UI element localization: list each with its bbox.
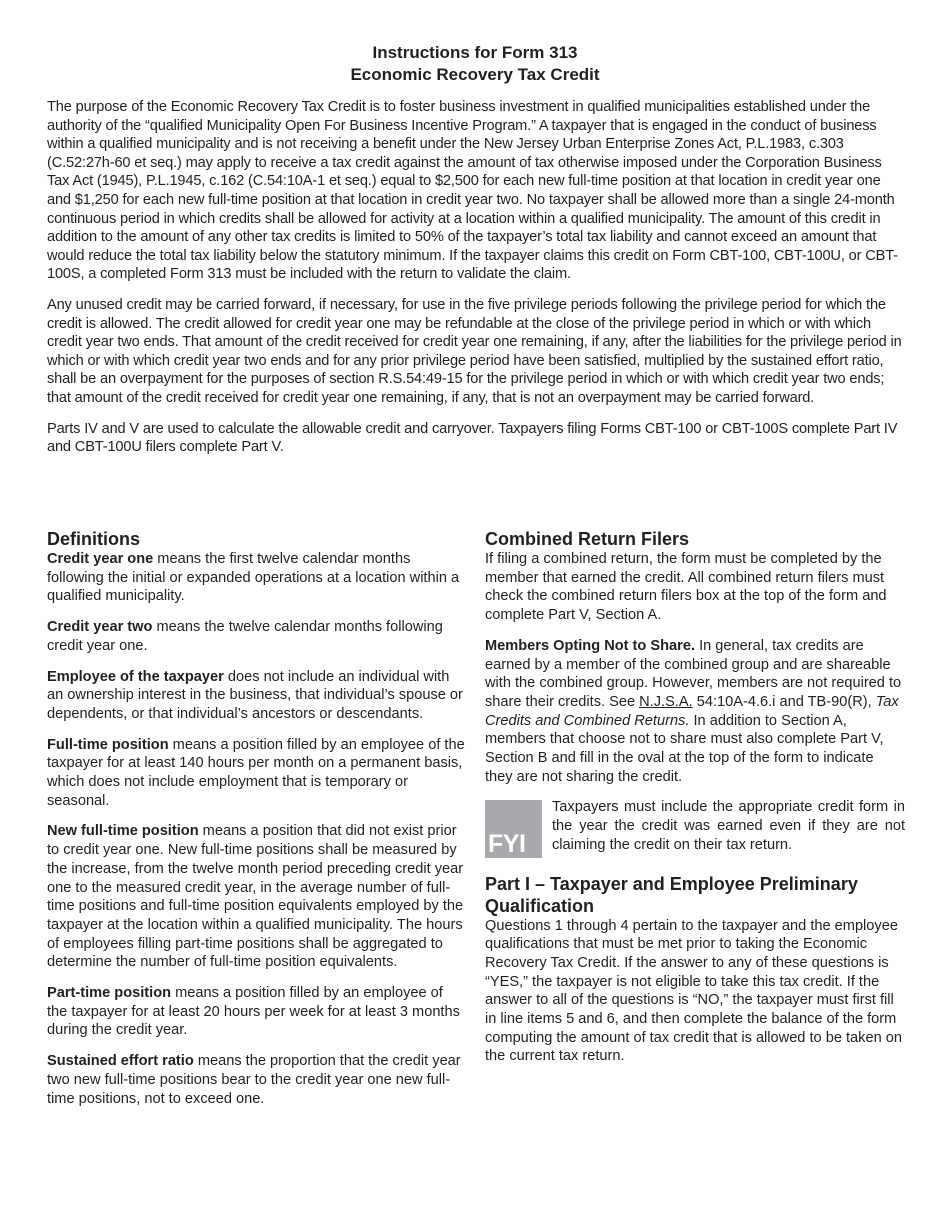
filing-instructions-column — [485, 528, 905, 1078]
definition-term: New full-time position — [47, 823, 199, 840]
members-opting-text: In general, tax credits are earned by a member of the combined group and are shareable with the combined group. However, members are not required to share their credits. See — [485, 637, 902, 710]
statute-reference-link[interactable]: N.J.S.A. — [639, 693, 693, 710]
intro-carryforward-paragraph: Any unused credit may be carried forward, if necessary, for use in the five privilege periods following the privilege period for which the credit is allowed. The credit allowed for credit year one may be refundable at the close of the privilege period in which or with which credit year two ends. That amount of the credit received for credit year one remaining, if any, after the liabilities for the privilege period in which or with which credit year two ends and for any prior privilege period have been satisfied, multiplied by the sustained effort ratio, shall be an overpayment for the purposes of section R.S.54:49-15 for the privilege period in which or with which credit year two ends; that amount of the credit received for credit year one remaining, if any, that is not an overpayment may be carried forward. — [47, 296, 902, 406]
definitions-heading: Definitions — [47, 529, 140, 549]
title-credit-name: Economic Recovery Tax Credit — [350, 65, 600, 84]
definition-credit-year-two — [47, 618, 467, 655]
definition-part-time-position — [47, 984, 467, 1040]
definition-text: does not include an individual with an ownership interest in the business, that individual’s spouse or dependents, or that individual’s ancestors or descendants. — [47, 668, 463, 722]
definition-term: Credit year two — [47, 619, 153, 636]
document-title — [47, 42, 903, 86]
title-form-number: Instructions for Form 313 — [372, 43, 578, 62]
definition-new-full-time-position — [47, 822, 467, 972]
definition-credit-year-one — [47, 550, 467, 606]
fyi-icon — [485, 800, 542, 858]
fyi-icon-label: FYI — [488, 830, 526, 859]
part-one-paragraph: Questions 1 through 4 pertain to the taxpayer and the employee qualifications that must be met prior to taking the Economic Recovery Tax Credit. If the answer to any of these questions is “YES,” the taxpayer is not eligible to take this tax credit. If the answer to all of the questions is “NO,” the taxpayer must first fill in line items 5 and 6, and then complete the balance of the form computing the amount of tax credit that is allowed to be taken on the current tax return. — [485, 917, 902, 1065]
fyi-text: Taxpayers must include the appropriate credit form in the year the credit was earned even if they are not claiming the credit on their tax return. — [552, 799, 905, 853]
members-opting-term: Members Opting Not to Share. — [485, 637, 696, 654]
members-opting-paragraph — [485, 637, 905, 787]
members-opting-text: 54:10A-4.6.i and TB-90(R), — [692, 693, 876, 710]
instructions-page — [47, 42, 905, 1107]
definitions-column — [47, 528, 467, 1120]
intro-parts-paragraph: Parts IV and V are used to calculate the allowable credit and carryover. Taxpayers filing Forms CBT-100 or CBT-100S complete Part IV and CBT-100U filers complete Part V. — [47, 420, 898, 456]
definition-term: Credit year one — [47, 551, 154, 567]
definition-full-time-position — [47, 736, 467, 811]
combined-return-heading: Combined Return Filers — [485, 529, 690, 549]
publication-title: Tax Credits and Combined Returns. — [485, 693, 899, 729]
members-opting-text: In addition to Section A, members that choose not to share must also complete Part V, Section B and fill in the oval at the top of the form to indicate they are not sharing the credit. — [485, 712, 884, 785]
part-one-heading: Part I – Taxpayer and Employee Preliminary Qualification — [485, 873, 858, 916]
definition-employee-of-taxpayer — [47, 668, 467, 724]
definition-term: Employee of the taxpayer — [47, 668, 224, 685]
definition-term: Sustained effort ratio — [47, 1053, 194, 1070]
definition-text: means a position filled by an employee of the taxpayer for at least 20 hours per week for at least 3 months during the credit year. — [47, 985, 460, 1039]
definition-text: means a position filled by an employee of the taxpayer for at least 140 hours per month on a permanent basis, which does not include employment that is temporary or seasonal. — [47, 736, 465, 809]
definition-sustained-effort-ratio — [47, 1052, 467, 1108]
definition-text: means a position that did not exist prior to credit year one. New full-time positions shall be measured by the increase, from the twelve month period preceding credit year one to the measured credit year, in the average number of full-time positions and full-time position equivalents employed by the taxpayer at the location within a qualified municipality. The hours of employees filling part-time positions shall be aggregated to determine the number of full-time position equivalents. — [47, 823, 464, 971]
definition-text: means the proportion that the credit year two new full-time positions bear to the credit year one new full-time positions, not to exceed one. — [47, 1053, 461, 1107]
definition-term: Part-time position — [47, 985, 172, 1002]
intro-section — [47, 98, 903, 457]
intro-purpose-paragraph: The purpose of the Economic Recovery Tax Credit is to foster business investment in qualified municipalities established under the authority of the “qualified Municipality Open For Business Incentive Program.” A taxpayer that is engaged in the conduct of business within a qualified municipality and is not receiving a benefit under the New Jersey Urban Enterprise Zones Act, P.L.1983, c.303 (C.52:27h-60 et seq.) may apply to receive a tax credit against the amount of tax otherwise imposed under the Corporation Business Tax Act (1945), P.L.1945, c.162 (C.54:10A-1 et seq.) equal to $2,500 for each new full-time position at that location in credit year one and $1,250 for each new full-time position at that location in credit year two. No taxpayer shall be allowed more than a single 24-month continuous period in which credits shall be allowed for activity at a location within a qualified municipality. The amount of this credit in addition to the amount of any other tax credits is limited to 50% of the taxpayer’s total tax liability and cannot exceed an amount that would reduce the total tax liability below the statutory minimum. If the taxpayer claims this credit on Form CBT-100, CBT-100U, or CBT-100S, a completed Form 313 must be included with the return to validate the claim. — [47, 99, 898, 283]
combined-return-paragraph: If filing a combined return, the form must be completed by the member that earned the credit. All combined return filers must check the combined return filers box at the top of the form and complete Part V, Section A. — [485, 551, 887, 624]
definition-term: Full-time position — [47, 736, 169, 753]
fyi-note — [485, 798, 905, 866]
definition-text: means the first twelve calendar months following the initial or expanded operations at a location within a qualified municipality. — [47, 551, 460, 605]
definition-text: means the twelve calendar months following credit year one. — [47, 619, 443, 654]
